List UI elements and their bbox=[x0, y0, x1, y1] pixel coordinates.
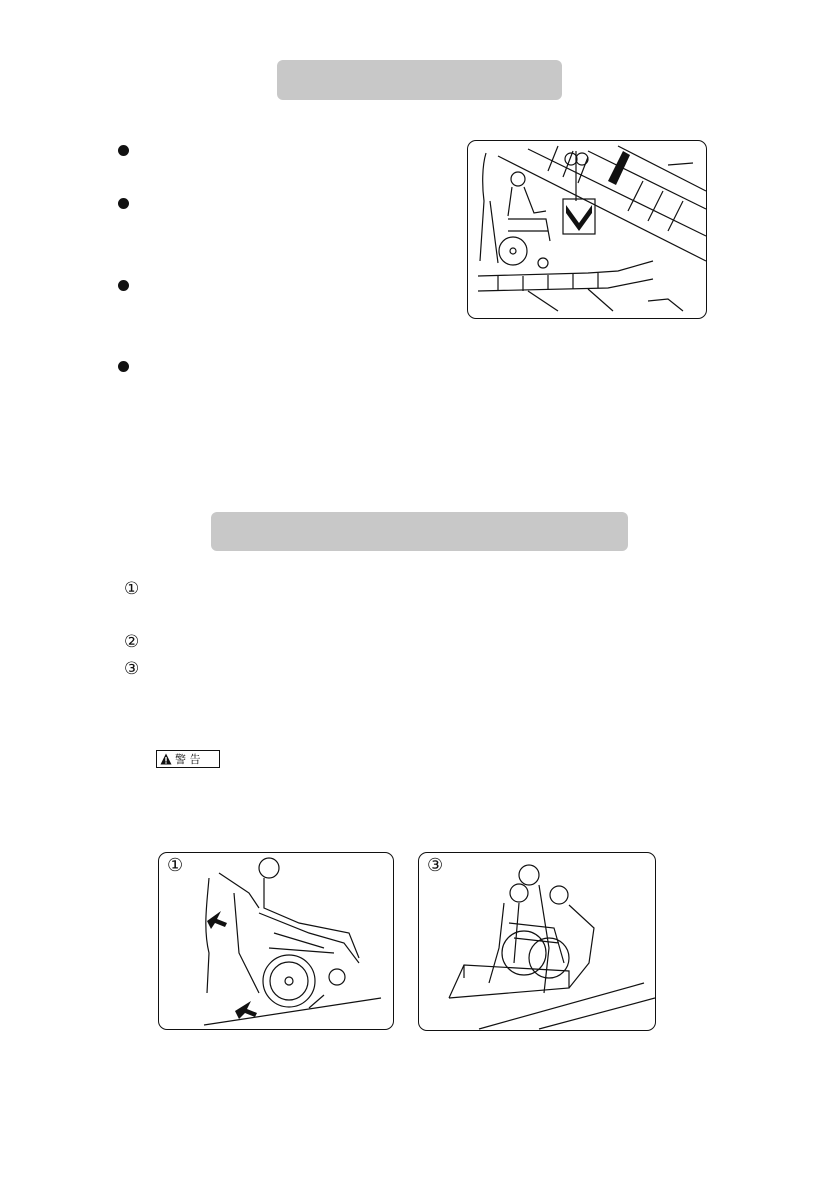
section-heading-bar-2 bbox=[211, 512, 628, 551]
bullet-3 bbox=[118, 280, 129, 291]
step-number-1: ① bbox=[124, 579, 140, 599]
railway-crossing-illustration bbox=[467, 140, 707, 319]
railway-crossing-drawing bbox=[468, 141, 706, 318]
step-number-3: ③ bbox=[124, 659, 140, 679]
warning-badge-label: 警 告 bbox=[175, 753, 201, 766]
figure-step-3-label: ③ bbox=[427, 855, 444, 876]
bullet-1 bbox=[118, 145, 129, 156]
section-heading-bar-1 bbox=[277, 60, 562, 100]
figure-step-1-label: ① bbox=[167, 855, 184, 876]
figure-step-1-drawing bbox=[159, 853, 393, 1029]
step-number-2: ② bbox=[124, 632, 140, 652]
figure-step-3 bbox=[418, 852, 656, 1031]
warning-triangle-icon bbox=[160, 753, 172, 765]
warning-badge bbox=[156, 750, 220, 768]
figure-step-1 bbox=[158, 852, 394, 1030]
bullet-2 bbox=[118, 198, 129, 209]
figure-step-3-drawing bbox=[419, 853, 655, 1030]
bullet-4 bbox=[118, 361, 129, 372]
